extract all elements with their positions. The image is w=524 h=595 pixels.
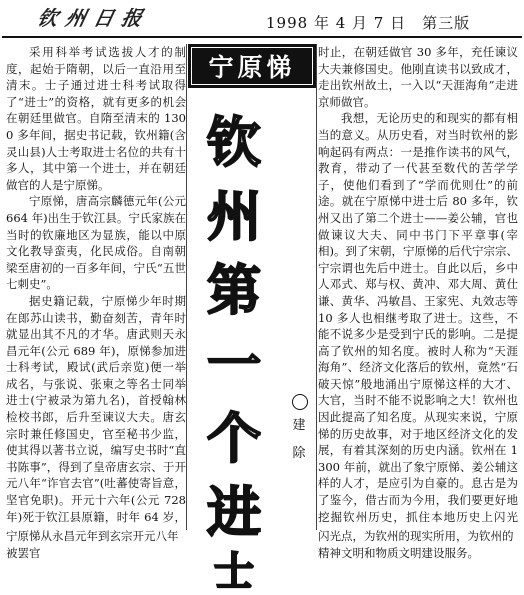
paragraph: 采用科举考试选拔人才的制度，起始于隋朝，以后一直沿用至清末。士子通过进士科考试取得了“进士”的资格，就有更多的机会在朝廷里做官。自隋至清末的 1300 多年间，据史书记载，钦州籍(含灵山县)人士考取进士名位的共有十多人，其中第一个进士，并在朝廷做官的人是宁原悌。 [6, 45, 186, 192]
subject-title: 宁原悌 [208, 53, 296, 82]
headline-char: 第 [207, 259, 261, 322]
vertical-headline [192, 106, 276, 595]
masthead [0, 0, 524, 40]
article-right-column [318, 44, 518, 526]
headline-char: 进 [207, 481, 261, 544]
masthead-rule [2, 36, 522, 38]
newspaper-name: 钦州日报 [35, 6, 153, 30]
paragraph: 据史籍记载，宁原悌少年时期在郎苏山读书，勤奋刻苦，青年时就显出其不凡的才华。唐武则天永昌元年(公元 689 年)，原悌参加进士科考试，殿试(武后亲览)便一举成名，与张说、张柬之等名士同举进士(宁被录为第九名)，首授翰林检校书郎，后升至谏议大夫。唐玄宗时兼任修国史，官至秘书少监，使其得以著书立说，编写史书时“直书陈事”，得到了皇帝唐玄宗、于开元八年“诈官去官”(吐蕃使寄旨意，坚官免职)。开元十六年(公元 728 年)死于钦江县原籍，时年 64 岁， [6, 293, 186, 524]
headline-char: 州 [207, 185, 261, 248]
headline-char: 士 [214, 549, 254, 595]
bottom-strip [6, 528, 518, 578]
column-divider [316, 44, 317, 530]
byline: 建 除 [292, 418, 306, 461]
headline-char: 一 [207, 333, 261, 396]
paragraph: 宁原悌，唐高宗麟德元年(公元 664 年)出生于钦江县。宁氏家族在当时的钦廉地区为显族，能以中原文化教导蛮夷，化民成俗。自南朝梁至唐初的一百多年间，宁氏“五世七刺史”。 [6, 194, 186, 292]
subject-title-box [188, 44, 316, 88]
article-left-column [6, 44, 186, 526]
byline-circle-icon [292, 394, 308, 410]
headline-block [188, 44, 316, 595]
column-divider [186, 44, 187, 530]
title-box-frame [191, 47, 313, 85]
bottom-right-line: 闪光点，为钦州的现实所用，为钦州的精神文明和物质文明建设服务。 [318, 529, 514, 560]
paragraph: 时止，在朝廷做官 30 多年，充任谏议大夫兼修国史。他刚直读书以致成才，走出钦州故土，一入以“天涯海角”走进京师做官。 [318, 45, 518, 109]
issue-date: 1998 年 4 月 7 日 第三版 [266, 14, 471, 32]
headline-char: 钦 [207, 111, 261, 174]
bottom-left-line: 宁原悌从永昌元年到玄宗开元八年被罢官 [6, 529, 179, 560]
headline-char: 个 [207, 407, 261, 470]
paragraph: 我想，无论历史的和现实的都有相当的意义。从历史看，对当时钦州的影响起码有两点：一是推作读书的风气，教育，带动了一代甚至数代的苦学学子，使他们看到了“学而优则仕”的前途。就在宁原悌中进士后 80 多年，钦州又出了第二个进士——姜公辅，官也做谏议大夫、同中书门下平章事(宰相)。到了宋朝，宁原悌的后代宁宗宗、宁宗谓也先后中进士。自此以后，乡中人邓式、郑与权、黄冲、邓大周、黄仕谦、黄华、冯敏昌、王家宪、丸效志等 10 多人也相继考取了进士。这些，不能不说多少是受到宁氏的影响。二是提高了钦州的知名度。被时人称为“天涯海角”、经济文化落后的钦州，竟然“石破天惊”般地涌出宁原悌这样的大才、大官，当时不能不说影响之大！钦州也因此提高了知名度。从现实来说，宁原悌的历史故事，对于地区经济文化的发展，有着其深刻的历史内涵。钦州在 1300 年前，就出了象宁原悌、姜公辅这样的人才，是应引为自豪的。息古是为了鉴今，借古而为今用，我们要更好地挖掘钦州历史，抓住本地历史上闪光 [318, 111, 518, 524]
